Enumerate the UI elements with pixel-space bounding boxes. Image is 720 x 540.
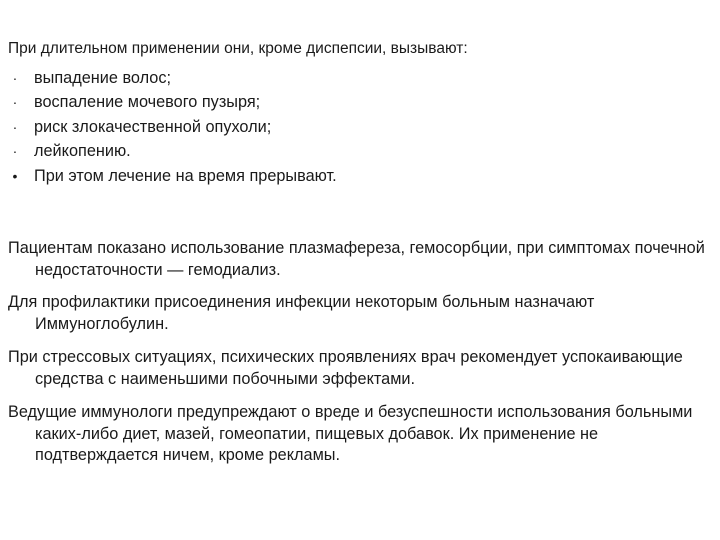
bullet-icon: · — [12, 118, 18, 135]
list-item-text: выпадение волос; — [34, 69, 172, 87]
bullet-icon: · — [12, 94, 18, 111]
list-item-text: воспаление мочевого пузыря; — [34, 93, 261, 112]
bullet-icon: • — [12, 167, 18, 184]
intro-text: При длительном применении они, кроме диспепсии, вызывают: — [8, 40, 468, 57]
bullet-icon: · — [12, 143, 18, 160]
list-item-text: При этом лечение на время прерывают. — [34, 166, 337, 185]
paragraph-immunoglobulin: Для профилактики присоединения инфекции некоторым больным назначают Иммуноглобулин. — [8, 293, 595, 333]
paragraph-plasmapheresis: Пациентам показано использование плазмафереза, гемосорбции, при симптомах почечной недостаточности — гемодиализ. — [8, 239, 705, 279]
list-item-text: лейкопению. — [34, 142, 131, 161]
paragraph-sedatives: При стрессовых ситуациях, психических проявлениях врач рекомендует успокаивающие средства с наименьшими побочными эффектами. — [8, 348, 683, 388]
bullet-icon: · — [12, 70, 18, 86]
paragraph-immunologists-warning: Ведущие иммунологи предупреждают о вреде и безуспешности использования больными каких-либо диет, мазей, гомеопатии, пищевых добавок. Их применение не подтверждается ничем, кроме рекламы. — [8, 403, 693, 465]
list-item-text: риск злокачественной опухоли; — [34, 117, 272, 136]
